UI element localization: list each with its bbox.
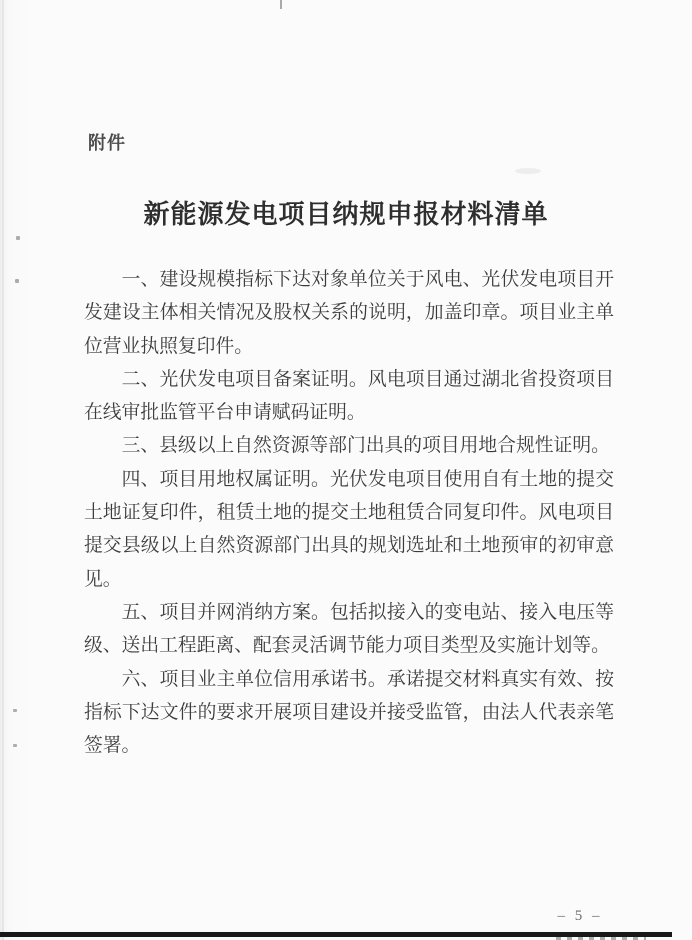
scan-artifact-speck (16, 236, 20, 240)
page-number: – 5 – (557, 908, 603, 924)
scan-artifact-top-tick (280, 0, 282, 9)
document-body (84, 263, 614, 762)
list-item-1: 一、建设规模指标下达对象单位关于风电、光伏发电项目开发建设主体相关情况及股权关系的说明，加盖印章。项目业主单位营业执照复印件。 (84, 269, 614, 357)
scan-artifact-speck (13, 709, 17, 712)
scan-artifact-left-edge (2, 0, 4, 940)
list-item-6: 六、项目业主单位信用承诺书。承诺提交材料真实有效、按指标下达文件的要求开展项目建设并接受监管，由法人代表亲笔签署。 (84, 668, 614, 757)
scan-artifact-speck (13, 744, 17, 747)
list-item-5: 五、项目并网消纳方案。包括拟接入的变电站、接入电压等级、送出工程距离、配套灵活调节能力项目类型及实施计划等。 (84, 601, 614, 657)
scan-artifact-smudge (515, 168, 541, 174)
list-item-4: 四、项目用地权属证明。光伏发电项目使用自有土地的提交土地证复印件，租赁土地的提交土地租赁合同复印件。风电项目提交县级以上自然资源部门出具的规划选址和土地预审的初审意见。 (84, 468, 614, 590)
list-item-3: 三、县级以上自然资源等部门出具的项目用地合规性证明。 (121, 435, 610, 457)
attachment-label: 附件 (88, 133, 126, 153)
document-title: 新能源发电项目纳规申报材料清单 (143, 200, 549, 229)
scan-artifact-speck (15, 279, 19, 283)
list-item-2: 二、光伏发电项目备案证明。风电项目通过湖北省投资项目在线审批监管平台申请赋码证明。 (84, 368, 614, 424)
